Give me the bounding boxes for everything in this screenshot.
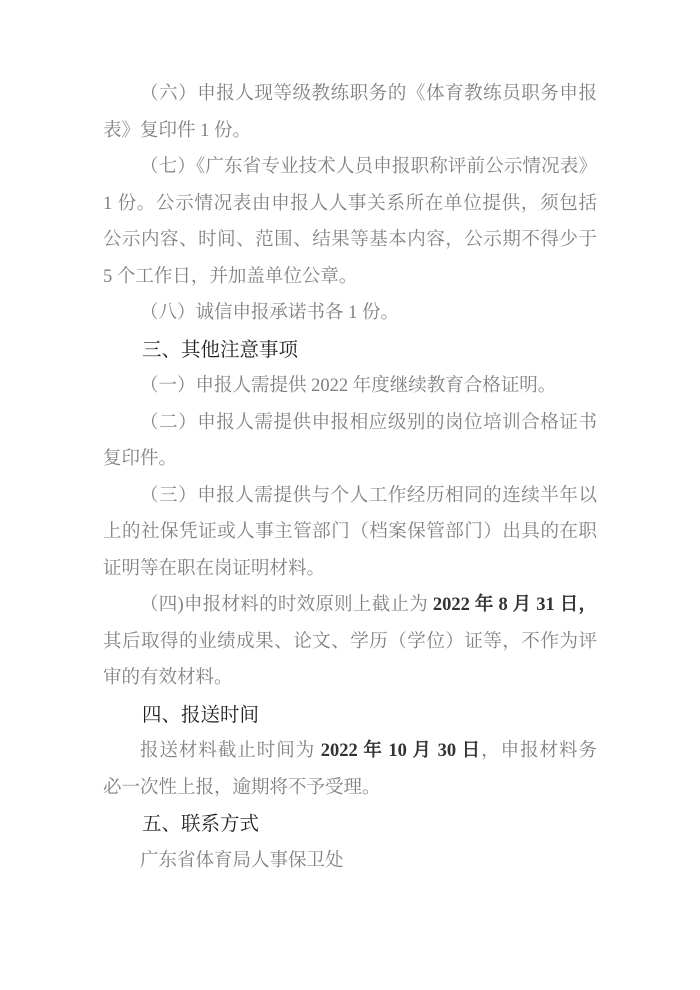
text-run: （八）诚信申报承诺书各 1 份。 [140,303,400,323]
text-line [103,76,597,113]
bold-date-run: 2022 年 8 月 31 日， [432,595,597,615]
text-run: 审的有效材料。 [103,668,233,688]
text-run: 证明等在职在岗证明材料。 [103,558,326,579]
paragraph [103,405,597,478]
text-line [103,441,597,478]
text-run: 其后取得的业绩成果、论文、学历（学位）证等，不作为评 [103,631,597,652]
text-line [103,295,597,332]
text-run: 上的社保凭证或人事主管部门（档案保管部门）出具的在职 [103,522,597,542]
text-run: （四)申报材料的时效原则上截止为 [140,595,433,615]
paragraph [103,368,597,405]
text-run: 五、联系方式 [142,813,260,835]
text-run: 表》复印件 1 份。 [103,120,252,141]
text-line [103,514,597,551]
text-run: 必一次性上报，逾期将不予受理。 [103,777,381,798]
text-line [103,660,597,697]
text-run: （三）申报人需提供与个人工作经历相同的连续半年以 [140,485,597,506]
text-line [103,697,597,734]
text-line [103,733,597,770]
text-run: 1 份。公示情况表由申报人人事关系所在单位提供，须包括 [103,193,597,214]
text-run: （六）申报人现等级教练职务的《体育教练员职务申报 [140,84,597,104]
text-line [103,405,597,442]
paragraph [103,733,597,806]
text-run: （二）申报人需提供申报相应级别的岗位培训合格证书 [140,412,597,433]
paragraph [103,843,597,880]
paragraph [103,149,597,295]
text-run: 公示内容、时间、范围、结果等基本内容，公示期不得少于 [103,230,597,250]
text-run: 报送材料截止时间为 [140,741,321,761]
paragraph [103,587,597,697]
text-line [103,368,597,405]
text-run: ，申报材料务 [481,741,597,761]
text-line [103,624,597,661]
text-line [103,551,597,588]
text-run: 5 个工作日，并加盖单位公章。 [103,266,358,287]
section-heading [103,806,597,843]
text-line [103,843,597,880]
text-line [103,259,597,296]
paragraph [103,76,597,149]
document-body [103,76,597,879]
text-line [103,806,597,843]
section-heading [103,332,597,369]
text-run: （七）《广东省专业技术人员申报职称评前公示情况表》 [140,157,597,177]
text-line [103,113,597,150]
text-line [103,149,597,186]
text-line [103,770,597,807]
text-run: 广东省体育局人事保卫处 [140,850,344,871]
text-line [103,587,597,624]
text-line [103,478,597,515]
text-run: 复印件。 [103,449,178,469]
text-run: （一）申报人需提供 2022 年度继续教育合格证明。 [140,376,557,396]
text-line [103,222,597,259]
text-line [103,332,597,369]
paragraph [103,295,597,332]
text-run: 三、其他注意事项 [142,338,299,361]
paragraph [103,478,597,588]
section-heading [103,697,597,734]
bold-date-run: 2022 年 10 月 30 日 [320,741,482,761]
text-run: 四、报送时间 [142,703,260,726]
text-line [103,186,597,223]
